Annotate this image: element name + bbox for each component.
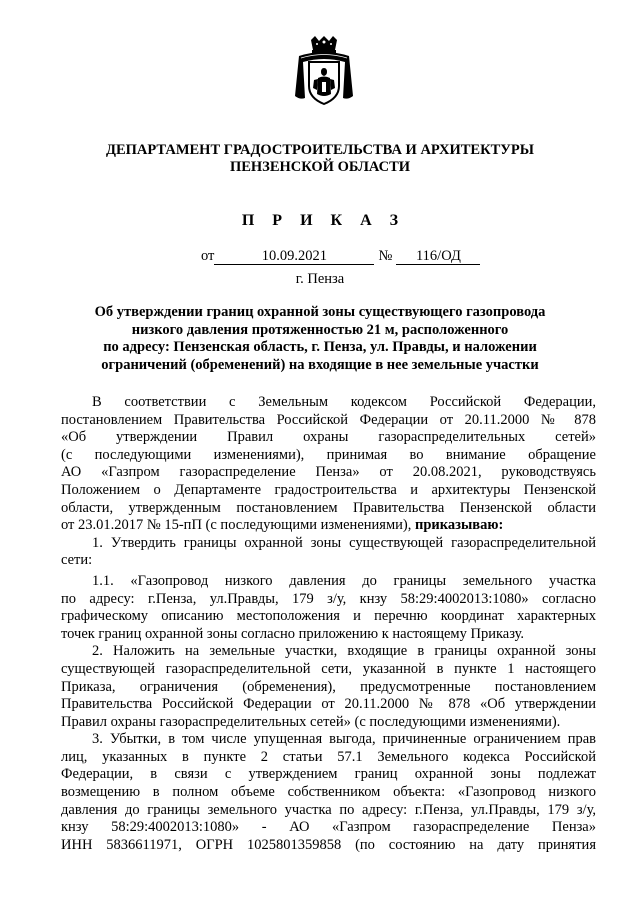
item2-line: 2. Наложить на земельные участки, входящие в границы охранной зоны	[92, 643, 596, 660]
item2-line: Приказа, ограничения (обременения), предусмотренные постановлением	[61, 678, 596, 695]
preamble-line: (с последующими изменениями), принимая во внимание обращение	[61, 446, 596, 463]
preamble-final-line	[61, 517, 596, 535]
subject-line: Об утверждении границ охранной зоны существующего газопровода	[94, 304, 546, 320]
preamble-line: Положением о Департаменте градостроительства и архитектуры Пензенской	[61, 481, 596, 498]
item3-line: лиц, указанных в пункте 2 статьи 57.1 Земельного кодекса Российской	[61, 748, 596, 765]
item1-line: сети:	[61, 552, 93, 569]
item3-line: давления до границы земельного участка по адресу: г.Пенза, ул.Правды, 179 з/у,	[61, 801, 596, 818]
subject-line: по адресу: Пензенская область, г. Пенза, ул. Правды, и наложении	[103, 339, 537, 355]
item3-line: возмещению в полном объеме собственником объекта: «Газопровод низкого	[61, 784, 596, 801]
order-verb: приказываю	[414, 517, 499, 534]
preamble-line: В соответствии с Земельным кодексом Российской Федерации,	[92, 394, 596, 410]
subject-line: ограничений (обременений) на входящие в нее земельные участки	[101, 356, 539, 373]
date-prefix: от	[201, 248, 215, 264]
item1-1-line: 1.1. «Газопровод низкого давления до границы земельного участка	[92, 572, 596, 589]
order-date-line	[201, 248, 480, 265]
number-sign: №	[378, 248, 393, 264]
item3-line: 3. Убытки, в том числе упущенная выгода, причиненные ограничением прав	[92, 731, 596, 748]
order-date: 10.09.2021	[214, 249, 374, 265]
department-name-line2: ПЕНЗЕНСКОЙ ОБЛАСТИ	[229, 159, 411, 175]
item2-line: Правительства Российской Федерации от 20.11.2000 № 878 «Об утверждении	[61, 696, 596, 713]
preamble-line: области, утвержденным постановлением Правительства Пензенской области	[61, 499, 596, 516]
item1-1-line: по адресу: г.Пенза, ул.Правды, 179 з/у, кнзу 58:29:4002013:1080» согласно	[61, 590, 596, 607]
preamble-line: постановлением Правительства Российской Федерации от 20.11.2000 № 878	[61, 411, 596, 428]
order-verb-colon: :	[498, 517, 504, 534]
item3-line: Федерации, в связи с утверждением границ охранной зоны подлежат	[61, 766, 596, 783]
item1-1-line: точек границ охранной зоны согласно приложению к настоящему Приказу.	[61, 625, 525, 642]
item3-line: кнзу 58:29:4002013:1080» - АО «Газпром газораспределение Пенза»	[61, 819, 596, 836]
order-number: 116/ОД	[396, 249, 480, 265]
item2-line: Правил охраны газораспределительных сетей» (с последующими изменениями).	[61, 713, 561, 730]
department-name-line1: ДЕПАРТАМЕНТ ГРАДОСТРОИТЕЛЬСТВА И АРХИТЕКТУРЫ	[105, 142, 535, 158]
order-title: П Р И К А З	[241, 212, 406, 229]
item2-line: существующей газораспределительной сети, указанной в пункте 1 настоящего	[61, 660, 596, 677]
preamble-line: «Об утверждении Правил охраны газораспределительных сетей»	[61, 429, 596, 446]
preamble-line: от 23.01.2017 № 15-пП (с последующими изменениями),	[61, 517, 412, 534]
item3-line: ИНН 5836611971, ОГРН 1025801359858 (по состоянию на дату принятия	[61, 836, 596, 853]
preamble-line: АО «Газпром газораспределение Пенза» от 20.08.2021, руководствуясь	[61, 464, 596, 481]
order-body	[61, 394, 596, 854]
subject-line: низкого давления протяженностью 21 м, расположенного	[131, 321, 509, 338]
order-city: г. Пенза	[295, 271, 345, 287]
item1-1-line: графическому описанию местоположения и перечню координат характерных	[61, 608, 596, 625]
coat-of-arms-icon	[293, 36, 355, 108]
item1-line: 1. Утвердить границы охранной зоны существующей газораспределительной	[92, 534, 596, 551]
